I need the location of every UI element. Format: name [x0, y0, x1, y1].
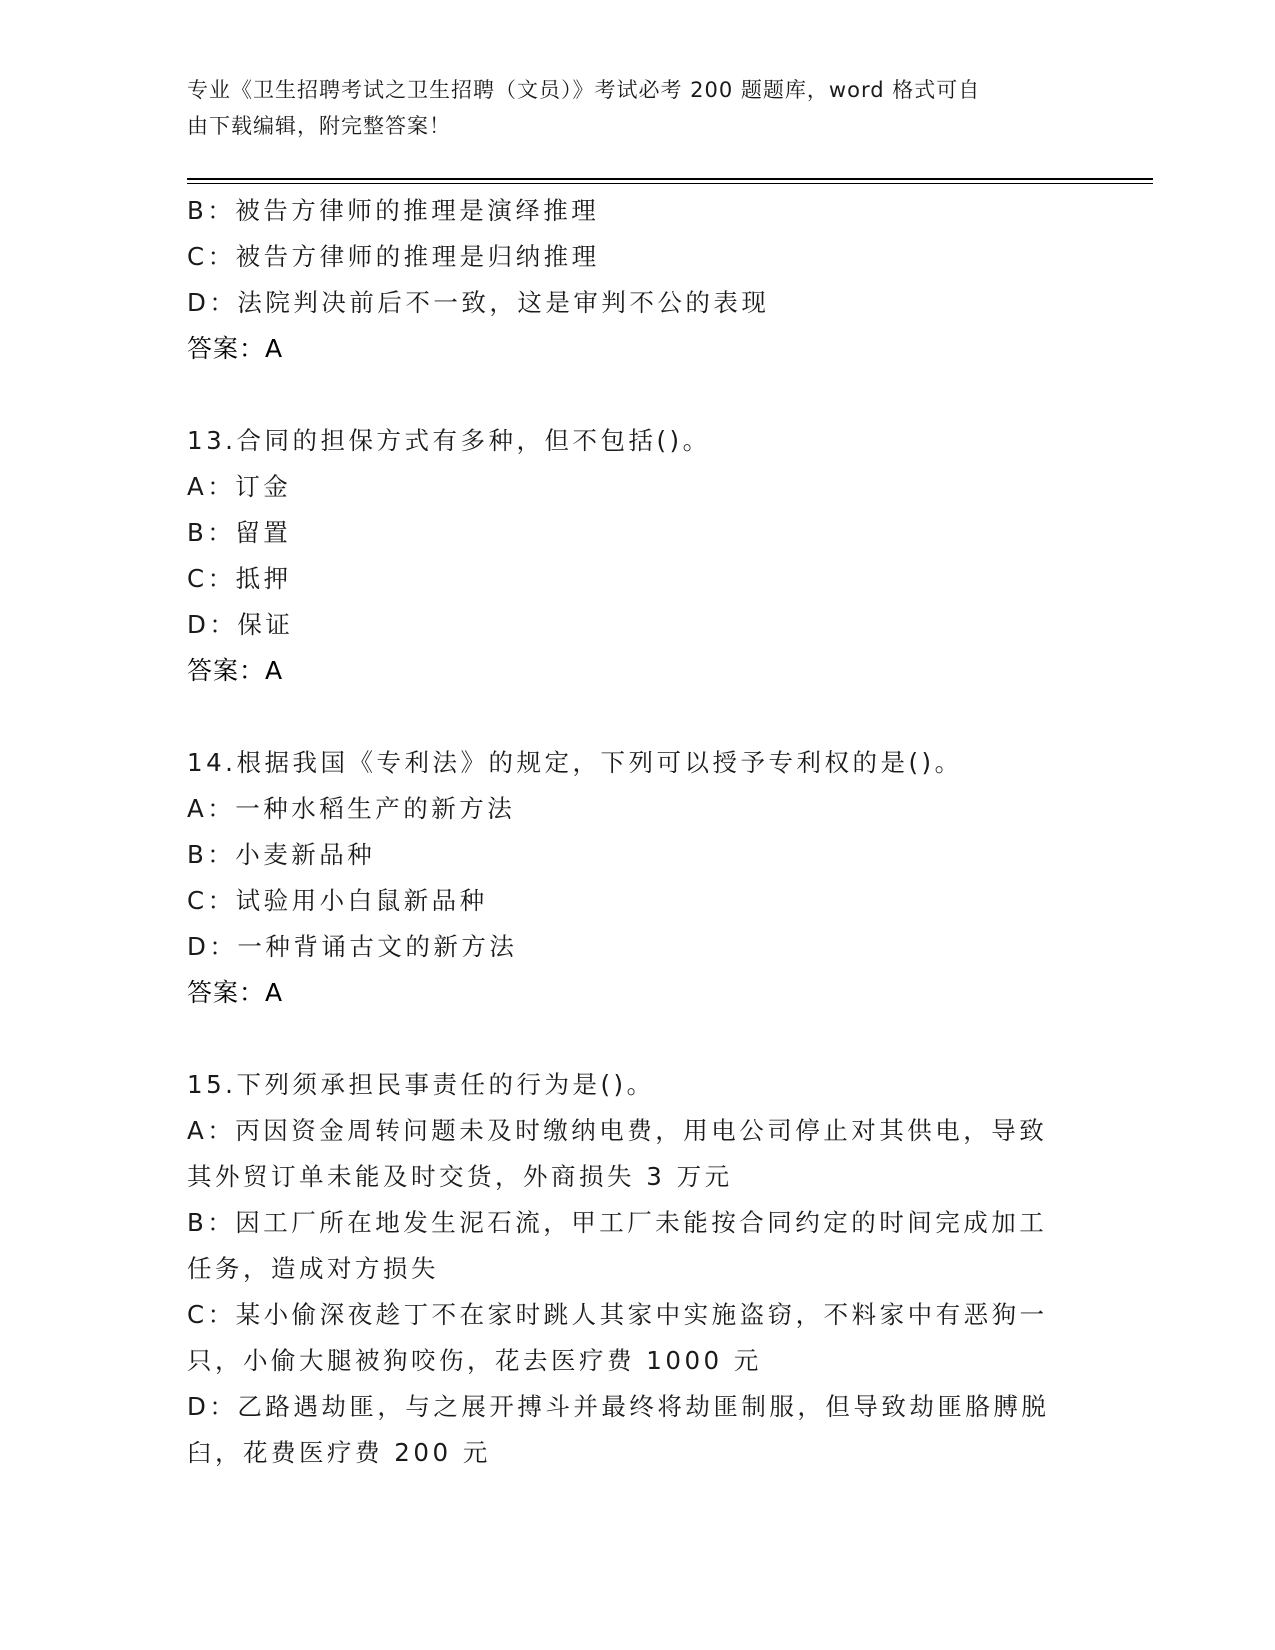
answer: 答案：A — [187, 978, 284, 1007]
option-d-line-2: 臼，花费医疗费 200 元 — [187, 1438, 491, 1467]
question-list — [187, 188, 1087, 1476]
option-a: A：订金 — [187, 472, 292, 501]
option-d: D：一种背诵古文的新方法 — [187, 932, 518, 961]
header-line-2: 由下载编辑，附完整答案！ — [187, 114, 451, 138]
header-rule-thick — [187, 178, 1153, 180]
question-12 — [187, 188, 1087, 372]
answer: 答案：A — [187, 334, 284, 363]
option-c-line-2: 只，小偷大腿被狗咬伤，花去医疗费 1000 元 — [187, 1346, 762, 1375]
option-a: A：一种水稻生产的新方法 — [187, 794, 516, 823]
option-c: C：抵押 — [187, 564, 292, 593]
answer: 答案：A — [187, 656, 284, 685]
option-a-line-1: A：丙因资金周转问题未及时缴纳电费，用电公司停止对其供电，导致 — [187, 1116, 1048, 1145]
option-b: B：被告方律师的推理是演绎推理 — [187, 196, 600, 225]
header-line-1: 专业《卫生招聘考试之卫生招聘（文员）》考试必考 200 题题库，word 格式可自 — [187, 78, 981, 102]
option-a-line-2: 其外贸订单未能及时交货，外商损失 3 万元 — [187, 1162, 733, 1191]
option-b: B：留置 — [187, 518, 292, 547]
question-stem: 13.合同的担保方式有多种，但不包括()。 — [187, 426, 711, 455]
spacer — [187, 694, 1087, 740]
option-b: B：小麦新品种 — [187, 840, 376, 869]
option-d: D：保证 — [187, 610, 294, 639]
question-stem: 14.根据我国《专利法》的规定，下列可以授予专利权的是()。 — [187, 748, 963, 777]
option-b-line-2: 任务，造成对方损失 — [187, 1254, 439, 1283]
option-c: C：试验用小白鼠新品种 — [187, 886, 488, 915]
option-c-line-1: C：某小偷深夜趁丁不在家时跳人其家中实施盗窃，不料家中有恶狗一 — [187, 1300, 1048, 1329]
question-13 — [187, 418, 1087, 694]
option-c: C：被告方律师的推理是归纳推理 — [187, 242, 600, 271]
document-header — [187, 72, 1087, 144]
question-15 — [187, 1062, 1087, 1476]
question-14 — [187, 740, 1087, 1016]
option-b-line-1: B：因工厂所在地发生泥石流，甲工厂未能按合同约定的时间完成加工 — [187, 1208, 1048, 1237]
option-d: D：法院判决前后不一致，这是审判不公的表现 — [187, 288, 770, 317]
spacer — [187, 372, 1087, 418]
option-d-line-1: D：乙路遇劫匪，与之展开搏斗并最终将劫匪制服，但导致劫匪胳膊脱 — [187, 1392, 1050, 1421]
question-stem: 15.下列须承担民事责任的行为是()。 — [187, 1070, 655, 1099]
header-rule-thin — [187, 183, 1153, 184]
spacer — [187, 1016, 1087, 1062]
